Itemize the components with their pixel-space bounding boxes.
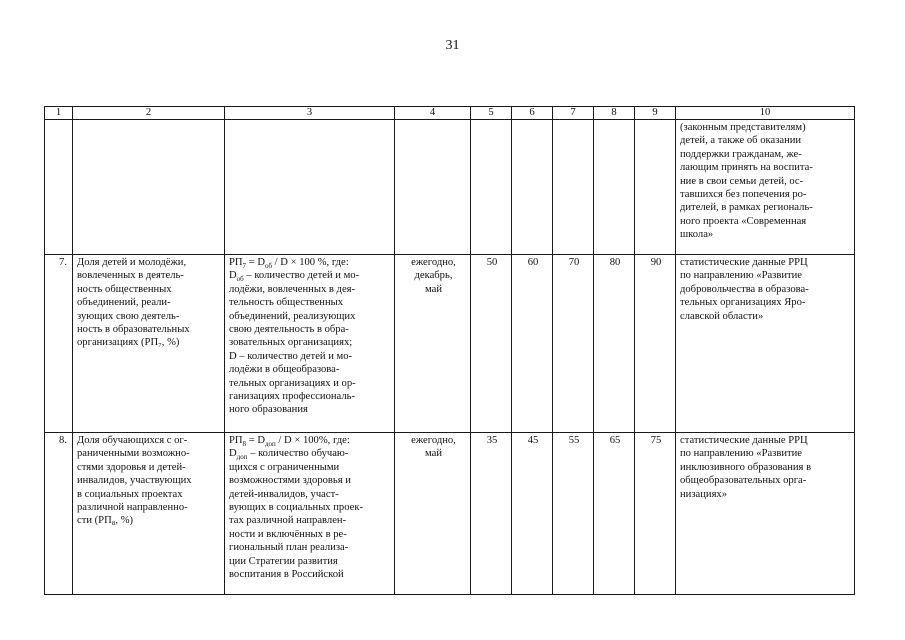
header-cell: 7 [553,107,594,120]
row-number-cell: 7. [45,255,73,433]
table-row [45,255,855,433]
frequency-cell [395,120,471,255]
value-cell: 65 [594,433,635,595]
value-cell: 45 [512,433,553,595]
header-cell: 6 [512,107,553,120]
value-cell [553,120,594,255]
value-cell [594,120,635,255]
page-number: 31 [445,38,460,53]
indicator-cell: Доля обучающихся с ог- раниченными возможно- стями здоровья и детей- инвалидов, участвующих в социальных проектах различной направленно- сти (РП₈, %) [73,433,225,595]
source-cell: статистические данные РРЦ по направлению «Развитие добровольчества в образова- тельных организациях Яро- славской области» [676,255,855,433]
formula-cell: $РП_7 = D_{об} / D \times 100$ %, где: $D_{об}$ – количество детей и мо- лодёжи, вовлеченных в дея- тельность общественных объединений, реализующих свою деятельность в обра- зовательных организациях; D – количество детей и мо- лодёжи в общеобразова- тельных организациях и ор- ганизациях профессиональ- ного образования [225,255,395,433]
table-header-row [45,107,855,120]
formula-cell [225,120,395,255]
indicator-cell: Доля детей и молодёжи, вовлеченных в деятель- ность общественных объединений, реали- зующих свою деятель- ность в образовательных организациях (РП₇, %) [73,255,225,433]
header-cell: 1 [45,107,73,120]
source-cell: статистические данные РРЦ по направлению «Развитие инклюзивного образования в общеобразовательных орга- низациях» [676,433,855,595]
indicator-cell [73,120,225,255]
value-cell: 75 [635,433,676,595]
header-cell: 10 [676,107,855,120]
frequency-cell: ежегодно, май [395,433,471,595]
header-cell: 3 [225,107,395,120]
value-cell: 35 [471,433,512,595]
header-cell: 9 [635,107,676,120]
header-cell: 5 [471,107,512,120]
frequency-cell: ежегодно, декабрь, май [395,255,471,433]
row-number-cell [45,120,73,255]
source-cell: (законным представителям) детей, а также об оказании поддержки гражданам, же- лающим принять на воспита- ние в свои семьи детей, ос- тавшихся без попечения ро- дителей, в рамках региональ- ного проекта «Современная школа» [676,120,855,255]
header-cell: 8 [594,107,635,120]
formula-cell: $РП_8 = D_{доп} / D \times 100\%$, где: $D_{доп}$ – количество обучаю- щихся с ограниченными возможностями здоровья и детей-инвалидов, участ- вующих в социальных проек- тах различной направлен- ности и включённых в ре- гиональный план реализа- ции Стратегии развития воспитания в Российской [225,433,395,595]
value-cell [512,120,553,255]
row-number-cell: 8. [45,433,73,595]
indicator-table [44,106,855,595]
value-cell: 50 [471,255,512,433]
value-cell: 60 [512,255,553,433]
table-row [45,433,855,595]
header-cell: 2 [73,107,225,120]
table-row [45,120,855,255]
header-cell: 4 [395,107,471,120]
value-cell [471,120,512,255]
value-cell [635,120,676,255]
value-cell: 80 [594,255,635,433]
value-cell: 90 [635,255,676,433]
value-cell: 70 [553,255,594,433]
value-cell: 55 [553,433,594,595]
